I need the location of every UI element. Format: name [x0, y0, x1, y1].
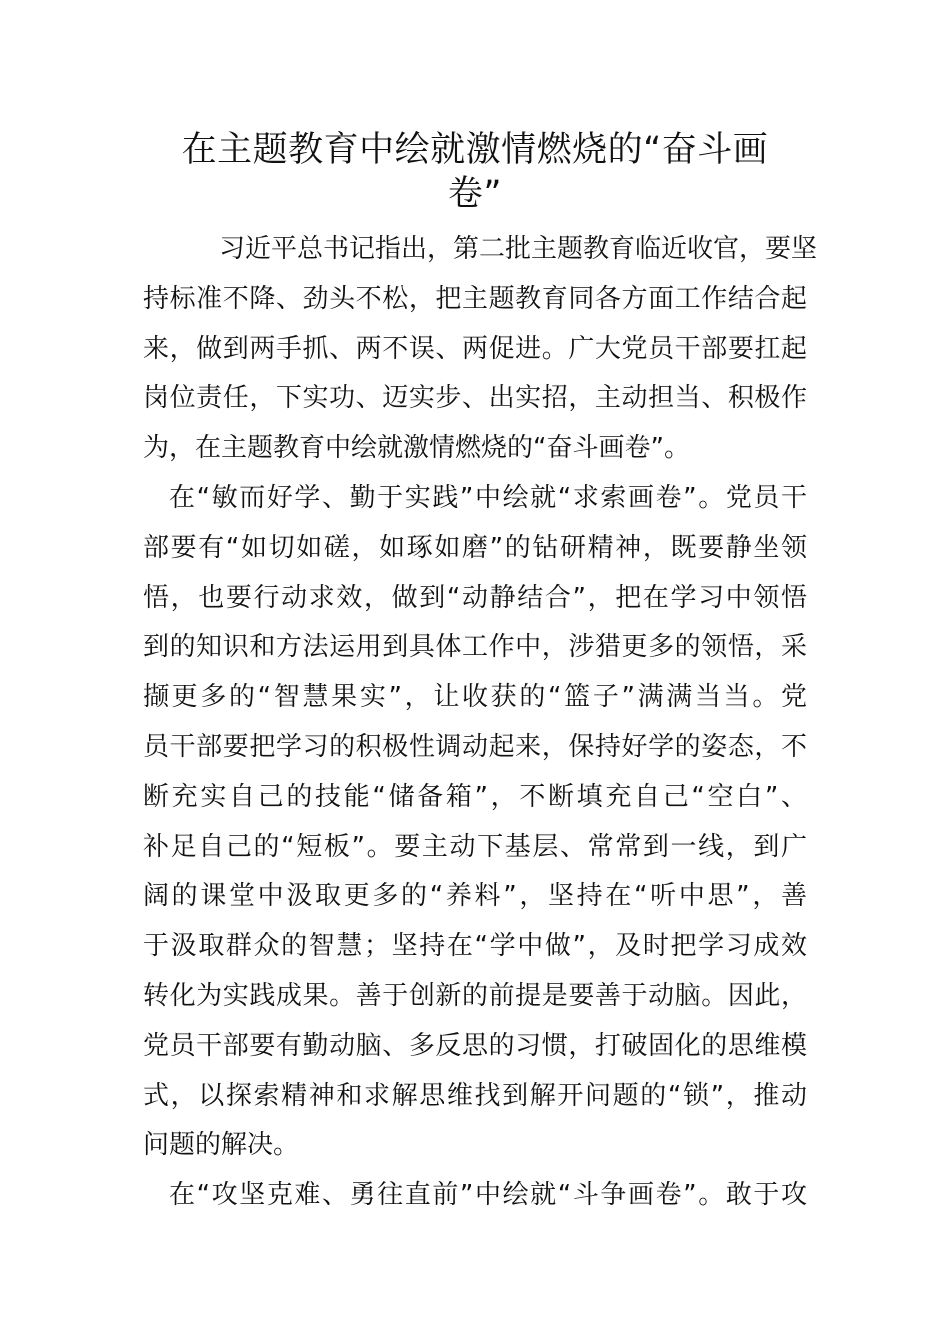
- paragraph-2-line-11: 转化为实践成果。善于创新的前提是要善于动脑。因此，: [143, 980, 807, 1011]
- paragraph-2-line-2: 部要有“如切如磋，如琢如磨”的钻研精神，既要静坐领: [143, 532, 807, 563]
- document-body: [143, 225, 818, 1221]
- document-title: [140, 128, 810, 216]
- paragraph-2-line-5: 撷更多的“智慧果实”，让收获的“篮子”满满当当。党: [143, 682, 807, 713]
- paragraph-2-line-7: 断充实自己的技能“储备箱”，不断填充自己“空白”、: [143, 781, 807, 812]
- paragraph-2-line-4: 到的知识和方法运用到具体工作中，涉猎更多的领悟，采: [143, 632, 807, 663]
- paragraph-2-line-9: 阔的课堂中汲取更多的“养料”，坚持在“听中思”，善: [143, 881, 807, 912]
- paragraph-2-line-10: 于汲取群众的智慧；坚持在“学中做”，及时把学习成效: [143, 931, 807, 962]
- paragraph-1-line-1: 习近平总书记指出，第二批主题教育临近收官，要坚: [219, 234, 818, 264]
- title-line-1: 在主题教育中绘就激情燃烧的“奋斗画: [181, 130, 769, 170]
- paragraph-2-line-3: 悟，也要行动求效，做到“动静结合”，把在学习中领悟: [143, 582, 807, 613]
- paragraph-2-line-6: 员干部要把学习的积极性调动起来，保持好学的姿态，不: [143, 731, 807, 762]
- paragraph-1-line-4: 岗位责任，下实功、迈实步、出实招，主动担当、积极作: [143, 383, 807, 414]
- paragraph-2-line-14: 问题的解决。: [143, 1130, 300, 1161]
- paragraph-1-line-3: 来，做到两手抓、两不误、两促进。广大党员干部要扛起: [143, 333, 807, 364]
- title-line-2: 卷”: [447, 174, 503, 214]
- paragraph-1-line-5: 为，在主题教育中绘就激情燃烧的“奋斗画卷”。: [143, 433, 690, 464]
- paragraph-2-line-8: 补足自己的“短板”。要主动下基层、常常到一线，到广: [143, 831, 807, 862]
- paragraph-2-line-12: 党员干部要有勤动脑、多反思的习惯，打破固化的思维模: [143, 1030, 807, 1061]
- paragraph-3-line-1: 在“攻坚克难、勇往直前”中绘就“斗争画卷”。敢于攻: [169, 1180, 807, 1211]
- paragraph-2-line-1: 在“敏而好学、勤于实践”中绘就“求索画卷”。党员干: [169, 482, 807, 513]
- paragraph-1-line-2: 持标准不降、劲头不松，把主题教育同各方面工作结合起: [143, 283, 807, 314]
- paragraph-2-line-13: 式，以探索精神和求解思维找到解开问题的“锁”，推动: [143, 1080, 807, 1111]
